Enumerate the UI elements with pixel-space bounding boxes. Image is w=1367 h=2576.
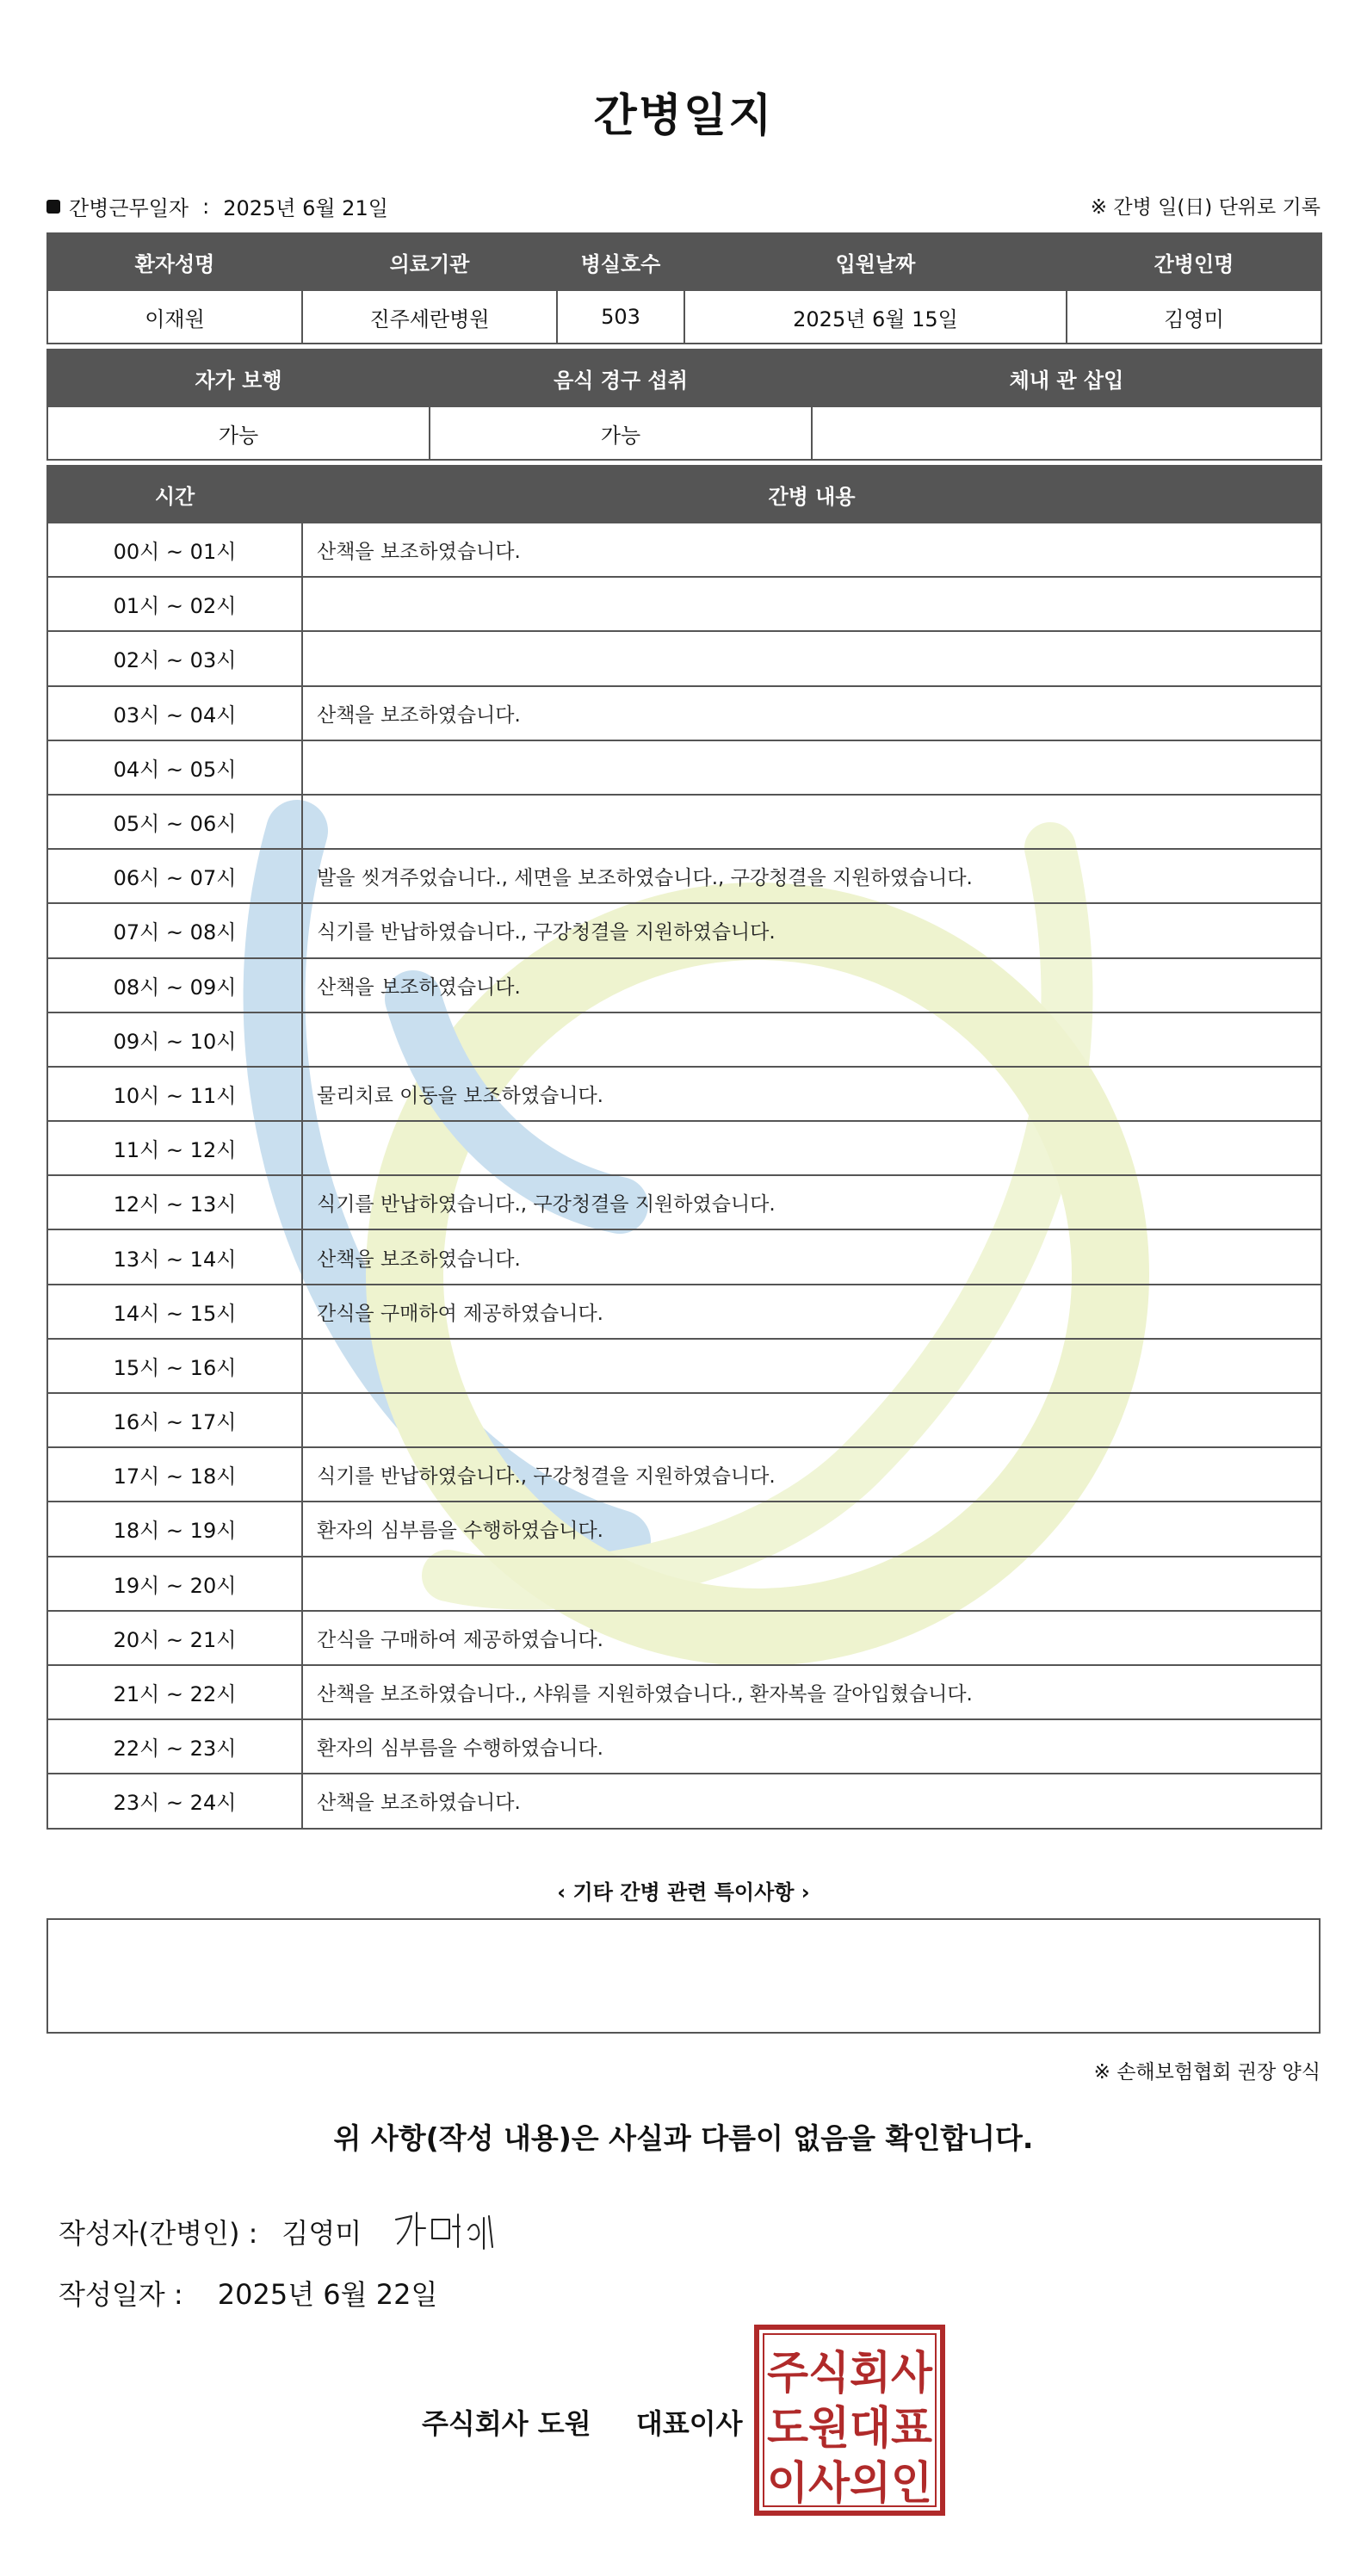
admission-date-cell: 2025년 6월 15일	[684, 290, 1067, 344]
care-content-cell: 산책을 보조하였습니다.	[302, 523, 1321, 577]
header-caregiver-name: 간병인명	[1067, 233, 1321, 290]
care-content-cell: 산책을 보조하였습니다.	[302, 958, 1321, 1012]
header-admission-date: 입원날짜	[684, 233, 1067, 290]
time-cell: 09시 ~ 10시	[47, 1012, 302, 1067]
header-time: 시간	[47, 466, 302, 523]
care-content-cell	[302, 795, 1321, 849]
work-date-line	[46, 191, 388, 221]
time-cell: 13시 ~ 14시	[47, 1229, 302, 1284]
table-row	[47, 1774, 1321, 1828]
time-cell: 12시 ~ 13시	[47, 1175, 302, 1229]
work-date-value: 2025년 6월 21일	[223, 196, 388, 220]
header-patient-name: 환자성명	[47, 233, 302, 290]
table-row	[47, 1175, 1321, 1229]
care-content-cell: 물리치료 이동을 보조하였습니다.	[302, 1067, 1321, 1121]
handwritten-signature	[391, 2208, 503, 2256]
time-cell: 05시 ~ 06시	[47, 795, 302, 849]
work-date-colon: :	[202, 194, 210, 219]
patient-info-table	[46, 232, 1322, 344]
care-content-cell	[302, 1012, 1321, 1067]
time-cell: 18시 ~ 19시	[47, 1502, 302, 1556]
institution-cell: 진주세란병원	[302, 290, 557, 344]
caregiver-name-cell: 김영미	[1067, 290, 1321, 344]
care-content-cell: 발을 씻겨주었습니다., 세면을 보조하였습니다., 구강청결을 지원하였습니다.	[302, 849, 1321, 903]
table-row	[47, 1121, 1321, 1175]
time-cell: 21시 ~ 22시	[47, 1665, 302, 1719]
care-content-cell: 간식을 구매하여 제공하였습니다.	[302, 1285, 1321, 1339]
table-row	[47, 577, 1321, 631]
table-row	[47, 1339, 1321, 1393]
header-self-walking: 자가 보행	[47, 350, 430, 406]
patient-name-cell: 이재원	[47, 290, 302, 344]
care-content-cell: 산책을 보조하였습니다., 샤워를 지원하였습니다., 환자복을 갈아입혔습니다.	[302, 1665, 1321, 1719]
care-content-cell: 식기를 반납하였습니다., 구강청결을 지원하였습니다.	[302, 1447, 1321, 1502]
table-row	[47, 631, 1321, 685]
bullet-square-icon	[46, 200, 60, 214]
care-content-cell: 환자의 심부름을 수행하였습니다.	[302, 1502, 1321, 1556]
time-cell: 23시 ~ 24시	[47, 1774, 302, 1828]
care-content-cell	[302, 1557, 1321, 1611]
company-seal-stamp	[754, 2325, 945, 2516]
time-cell: 22시 ~ 23시	[47, 1719, 302, 1774]
time-cell: 19시 ~ 20시	[47, 1557, 302, 1611]
care-content-cell	[302, 1121, 1321, 1175]
time-cell: 08시 ~ 09시	[47, 958, 302, 1012]
written-date-value: 2025년 6월 22일	[217, 2278, 438, 2311]
patient-ability-table	[46, 349, 1322, 461]
time-cell: 07시 ~ 08시	[47, 903, 302, 957]
table-row	[47, 1719, 1321, 1774]
care-content-cell: 식기를 반납하였습니다., 구강청결을 지원하였습니다.	[302, 1175, 1321, 1229]
table-row	[47, 523, 1321, 577]
care-content-cell: 간식을 구매하여 제공하였습니다.	[302, 1611, 1321, 1665]
oral-intake-cell: 가능	[430, 406, 812, 460]
document-title: 간병일지	[593, 90, 774, 142]
tube-insertion-cell	[812, 406, 1321, 460]
unit-note: ※ 간병 일(日) 단위로 기록	[1090, 196, 1321, 219]
seal-text-line: 주식회사	[767, 2348, 933, 2400]
seal-text-line: 도원대표	[767, 2403, 932, 2455]
time-cell: 10시 ~ 11시	[47, 1067, 302, 1121]
written-date-line	[59, 2273, 437, 2313]
room-number-cell: 503	[557, 290, 684, 344]
table-row	[47, 1393, 1321, 1447]
company-rep-title: 대표이사	[635, 2407, 743, 2440]
care-content-cell: 환자의 심부름을 수행하였습니다.	[302, 1719, 1321, 1774]
special-notes-title: ‹ 기타 간병 관련 특이사항 ›	[557, 1880, 810, 1904]
table-row	[47, 1012, 1321, 1067]
table-row	[47, 1447, 1321, 1502]
care-content-cell	[302, 631, 1321, 685]
self-walking-cell: 가능	[47, 406, 430, 460]
time-cell: 03시 ~ 04시	[47, 686, 302, 740]
table-row	[47, 1611, 1321, 1665]
table-row	[47, 903, 1321, 957]
work-date-label: 간병근무일자	[69, 196, 189, 220]
table-row	[47, 686, 1321, 740]
time-cell: 17시 ~ 18시	[47, 1447, 302, 1502]
care-content-cell	[302, 577, 1321, 631]
care-log-body	[47, 523, 1321, 1829]
time-cell: 02시 ~ 03시	[47, 631, 302, 685]
time-cell: 01시 ~ 02시	[47, 577, 302, 631]
table-row	[47, 1557, 1321, 1611]
care-content-cell	[302, 1339, 1321, 1393]
care-log-table	[46, 465, 1322, 1830]
company-line	[422, 2402, 743, 2442]
care-content-cell	[302, 740, 1321, 795]
time-cell: 06시 ~ 07시	[47, 849, 302, 903]
table-row	[47, 1229, 1321, 1284]
writer-line	[59, 2208, 503, 2256]
time-cell: 14시 ~ 15시	[47, 1285, 302, 1339]
table-row	[47, 795, 1321, 849]
form-note: ※ 손해보험협회 권장 양식	[1093, 2061, 1321, 2084]
care-content-cell: 산책을 보조하였습니다.	[302, 1774, 1321, 1828]
table-row	[47, 1665, 1321, 1719]
care-content-cell: 산책을 보조하였습니다.	[302, 1229, 1321, 1284]
time-cell: 04시 ~ 05시	[47, 740, 302, 795]
header-room-number: 병실호수	[557, 233, 684, 290]
table-row	[47, 1067, 1321, 1121]
table-row	[47, 849, 1321, 903]
table-row	[47, 1285, 1321, 1339]
company-name: 주식회사 도원	[422, 2407, 591, 2440]
header-care-content: 간병 내용	[302, 466, 1321, 523]
confirmation-statement: 위 사항(작성 내용)은 사실과 다름이 없음을 확인합니다.	[333, 2121, 1034, 2155]
header-oral-intake: 음식 경구 섭취	[430, 350, 812, 406]
care-content-cell: 산책을 보조하였습니다.	[302, 686, 1321, 740]
writer-label: 작성자(간병인) :	[59, 2217, 258, 2250]
header-institution: 의료기관	[302, 233, 557, 290]
table-row	[47, 958, 1321, 1012]
time-cell: 00시 ~ 01시	[47, 523, 302, 577]
special-notes-box	[46, 1918, 1321, 2034]
table-row	[47, 740, 1321, 795]
time-cell: 20시 ~ 21시	[47, 1611, 302, 1665]
care-content-cell: 식기를 반납하였습니다., 구강청결을 지원하였습니다.	[302, 903, 1321, 957]
written-date-label: 작성일자 :	[59, 2278, 183, 2311]
header-tube-insertion: 체내 관 삽입	[812, 350, 1321, 406]
seal-text-line: 이사의인	[767, 2458, 932, 2510]
table-row	[47, 1502, 1321, 1556]
time-cell: 16시 ~ 17시	[47, 1393, 302, 1447]
care-content-cell	[302, 1393, 1321, 1447]
writer-name: 김영미	[281, 2217, 362, 2250]
time-cell: 11시 ~ 12시	[47, 1121, 302, 1175]
time-cell: 15시 ~ 16시	[47, 1339, 302, 1393]
